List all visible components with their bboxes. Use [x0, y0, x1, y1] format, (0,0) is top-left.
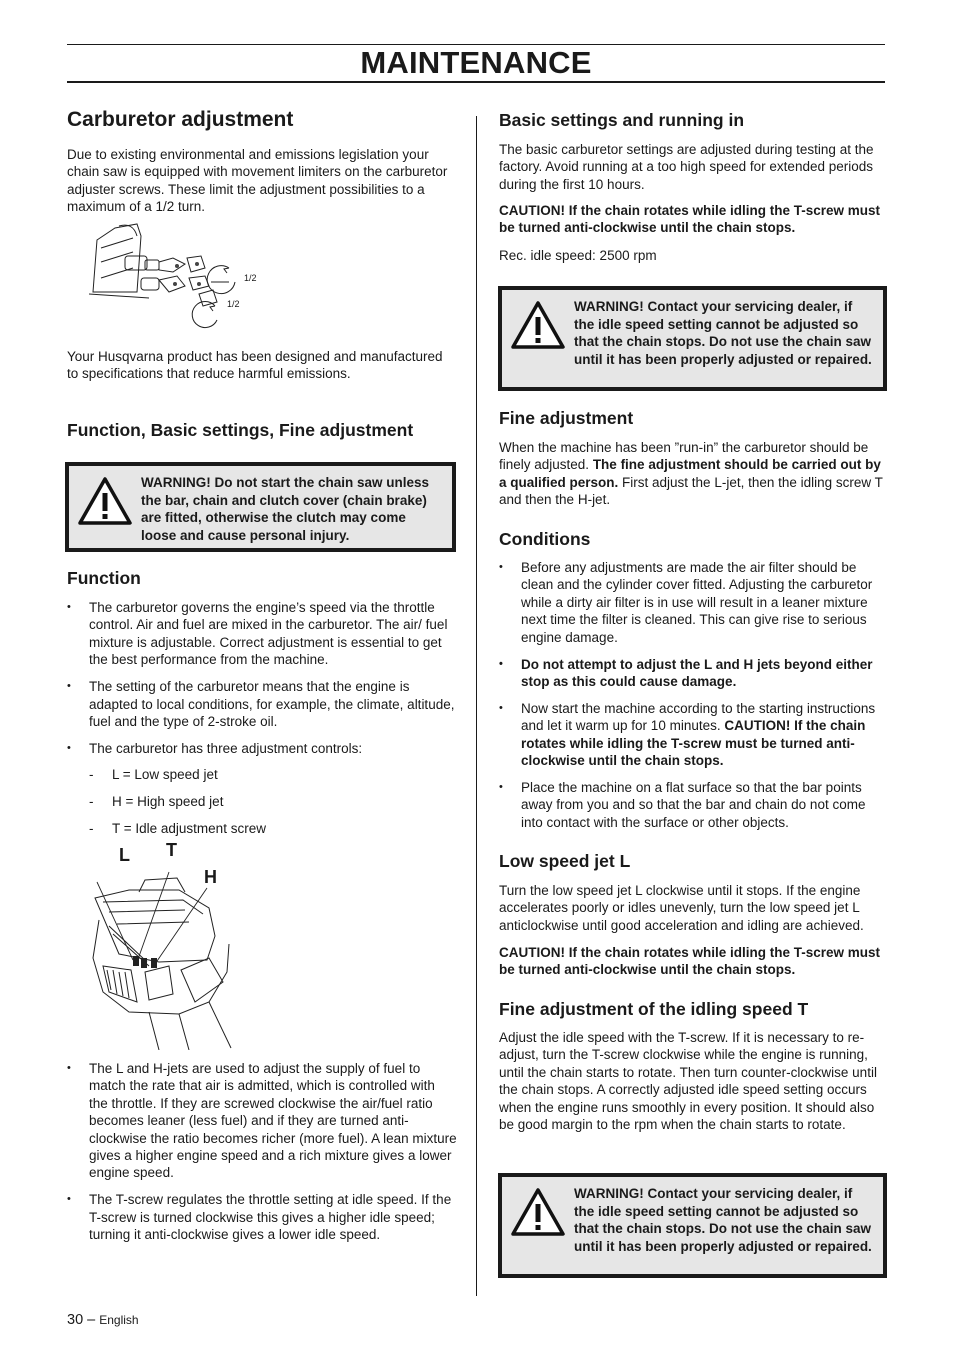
condition-bullet-text: Now start the machine according to the starting instructions and let it warm up for 10 minutes.: [521, 700, 876, 734]
warning-box-dealer-2: [498, 1173, 887, 1278]
conditions-bullet-list: [499, 559, 888, 841]
basic-settings-text: The basic carburetor settings are adjusted during testing at the factory. Avoid running at a too high speed for extended periods during the first 10 hours.: [499, 142, 874, 192]
control-item-high: - H = High speed jet: [67, 793, 457, 810]
jets-bullet: • The T-screw regulates the throttle setting at idle speed. If the T-screw is turned clockwise this gives a higher idle speed; turning it anti-clockwise gives a lower idle speed.: [67, 1191, 457, 1243]
fine-adjustment-heading: Fine adjustment: [499, 408, 634, 428]
function-bullet: • The carburetor has three adjustment controls:: [67, 740, 457, 757]
condition-bullet: • Before any adjustments are made the air filter should be clean and the cylinder cover fitted. Adjusting the carburetor while a dirty air filter is in use will result in a leaner mixture next time the filter is cleaned. This can give rise to serious engine damage.: [499, 559, 888, 646]
intro-paragraph: Due to existing environmental and emissions legislation your chain saw is equipped with movement limiters on the carburetor adjuster screws. These limit the adjustment possibilities to a maximum of a 1/2 turn.: [67, 147, 448, 215]
function-bullet-list: [67, 599, 457, 767]
condition-bullet-caution: CAUTION! If the chain rotates while idling the T-screw must be turned anti-clockwise until the chain stops.: [521, 718, 866, 769]
footer-language: English: [99, 1313, 139, 1327]
fine-adjustment-text-a: When the machine has been ”run-in” the carburetor should be finely adjusted.: [499, 440, 869, 473]
caution-text-low: CAUTION! If the chain rotates while idling the T-screw must be turned anti-clockwise until the chain stops.: [499, 945, 881, 978]
idle-speed-text: Rec. idle speed: 2500 rpm: [499, 248, 657, 263]
half-turn-label-upper: 1/2: [244, 273, 257, 283]
jets-bullet-list: [67, 1060, 457, 1253]
low-speed-jet-text: Turn the low speed jet L clockwise until it stops. If the engine accelerates poorly or idles unevenly, turn the low speed jet L anticlockwise until good acceleration and idling are achieved.: [499, 883, 864, 933]
page-footer: [67, 1312, 139, 1328]
chainsaw-jets-figure: [89, 862, 234, 1050]
function-bullet: • The carburetor governs the engine’s speed via the throttle control. Air and fuel are mixed in the carburetor. The air/ fuel mixture is adjustable. Correct adjustment is essential to get the best performance from the machine.: [67, 599, 457, 669]
basic-settings-heading: Basic settings and running in: [499, 110, 745, 130]
function-heading: Function: [67, 568, 141, 588]
function-basic-fine-heading: Function, Basic settings, Fine adjustment: [67, 420, 414, 440]
idle-speed-heading: Fine adjustment of the idling speed T: [499, 999, 809, 1019]
warning-box-dealer: [498, 286, 887, 391]
fine-adjustment-text-bold: The fine adjustment should be carried out by a qualified person.: [499, 457, 881, 490]
carburetor-limiter-figure: [89, 222, 269, 334]
function-bullet: • The setting of the carburetor means that the engine is adapted to local conditions, for example, the climate, altitude, fuel and the type of 2-stroke oil.: [67, 678, 457, 730]
figure-label-h: H: [204, 867, 217, 887]
fine-adjustment-text: [499, 439, 888, 509]
fine-adjustment-text-c: First adjust the L-jet, then the idling screw T and then the H-jet.: [499, 474, 883, 508]
caution-text-basic: CAUTION! If the chain rotates while idling the T-screw must be turned anti-clockwise until the chain stops.: [499, 203, 881, 236]
figure-label-l: L: [119, 845, 130, 865]
figure-label-t: T: [166, 840, 177, 860]
idle-speed-adjust-text: Adjust the idle speed with the T-screw. If it is necessary to re-adjust, turn the T-screw clockwise while the engine is running, until the chain starts to rotate. Then turn counter-clockwise until the chain stops. A correctly adjusted idle speed setting occurs when the engine runs smoothly in every position. It should also be good margin to the rpm when the chain starts to rotate.: [499, 1030, 877, 1133]
jets-bullet: • The L and H-jets are used to adjust the supply of fuel to match the rate that air is admitted, which is controlled with the throttle. If they are screwed clockwise the air/fuel ratio becomes leaner (less fuel) and if they are turned anti-clockwise the ratio becomes richer (more fuel). A lean mixture gives a higher engine speed and a rich mixture gives a lower engine speed.: [67, 1060, 457, 1182]
condition-bullet: • Place the machine on a flat surface so that the bar points away from you and so that the bar and chain do not come into contact with the surface or other objects.: [499, 779, 888, 831]
warning-triangle-icon: [510, 1187, 566, 1237]
low-speed-jet-heading: Low speed jet L: [499, 851, 631, 871]
warning-triangle-icon: [77, 476, 133, 526]
warning-text-dealer-2: WARNING! Contact your servicing dealer, if the idle speed setting cannot be adjusted so that the chain stops. Do not use the chain saw until it has been properly adjusted or repaired.: [574, 1186, 872, 1254]
husqvarna-emissions-text: Your Husqvarna product has been designed and manufactured to specifications that reduce harmful emissions.: [67, 349, 443, 382]
condition-bullet: [499, 700, 888, 770]
page-number: 30 –: [67, 1312, 100, 1328]
control-item-low: - L = Low speed jet: [67, 766, 457, 783]
conditions-heading: Conditions: [499, 529, 591, 549]
page-title: MAINTENANCE: [360, 45, 592, 80]
carburetor-adjustment-heading: Carburetor adjustment: [67, 108, 294, 131]
header-rule-bottom: [67, 81, 885, 83]
warning-triangle-icon: [510, 300, 566, 350]
adjustment-controls-list: [67, 766, 457, 847]
warning-text-dealer: WARNING! Contact your servicing dealer, if the idle speed setting cannot be adjusted so that the chain stops. Do not use the chain saw until it has been properly adjusted or repaired.: [574, 299, 872, 367]
condition-bullet: • Do not attempt to adjust the L and H jets beyond either stop as this could cause damage.: [499, 656, 888, 691]
control-item-idle: - T = Idle adjustment screw: [67, 820, 457, 837]
half-turn-label-lower: 1/2: [227, 299, 240, 309]
column-divider: [476, 116, 477, 1296]
warning-text-clutch: WARNING! Do not start the chain saw unless the bar, chain and clutch cover (chain brake) are fitted, otherwise the clutch may come loose and cause personal injury.: [141, 475, 430, 543]
warning-box-clutch: [65, 462, 456, 552]
